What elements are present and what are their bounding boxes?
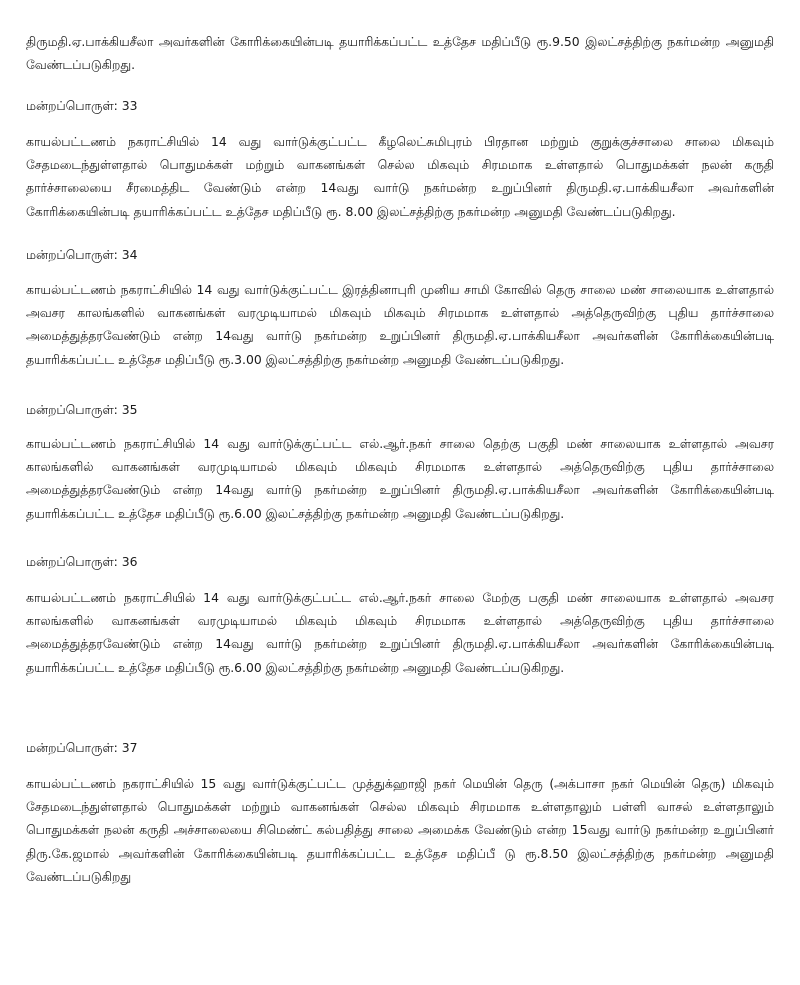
item-body-35: காயல்பட்டணம் நகராட்சியில் 14 வது வார்டுக்குட்பட்ட எல்.ஆர்.நகர் சாலை தெற்கு பகுதி மண் சாலையாக உள்ளதால் அவசர காலங்களில் வாகனங்கள் வரமுடியாமல் மிகவும் மிகவும் சிரமமாக உள்ளதால் அத்தெருவிற்கு புதிய தார்ச்சாலை அமைத்துத்தரவேண்டும் என்ற 14வது வார்டு நகர்மன்ற உறுப்பினர் திருமதி.ஏ.பாக்கியசீலா அவர்களின் கோரிக்கையின்படி தயாரிக்கப்பட்ட உத்தேச மதிப்பீடு ரூ.6.00 இலட்சத்திற்கு நகர்மன்ற அனுமதி வேண்டப்படுகிறது. xyxy=(26,436,774,521)
item-heading-35: மன்றப்பொருள்: 35 xyxy=(26,402,138,417)
item-body-36: காயல்பட்டணம் நகராட்சியில் 14 வது வார்டுக்குட்பட்ட எல்.ஆர்.நகர் சாலை மேற்கு பகுதி மண் சாலையாக உள்ளதால் அவசர காலங்களில் வாகனங்கள் வரமுடியாமல் மிகவும் மிகவும் சிரமமாக உள்ளதால் அத்தெருவிற்கு புதிய தார்ச்சாலை அமைத்துத்தரவேண்டும் என்ற 14வது வார்டு நகர்மன்ற உறுப்பினர் திருமதி.ஏ.பாக்கியசீலா அவர்களின் கோரிக்கையின்படி தயாரிக்கப்பட்ட உத்தேச மதிப்பீடு ரூ.6.00 இலட்சத்திற்கு நகர்மன்ற அனுமதி வேண்டப்படுகிறது. xyxy=(26,590,774,675)
item-heading-36: மன்றப்பொருள்: 36 xyxy=(26,554,138,569)
item-body-33: காயல்பட்டணம் நகராட்சியில் 14 வது வார்டுக்குட்பட்ட கீழலெட்சுமிபுரம் பிரதான மற்றும் குறுக்குச்சாலை சாலை மிகவும் சேதமடைந்துள்ளதால் பொதுமக்கள் மற்றும் வாகனங்கள் செல்ல மிகவும் சிரமமாக உள்ளதால் பொதுமக்கள் நலன் கருதி தார்ச்சாலையை சீரமைத்திட வேண்டும் என்ற 14வது வார்டு நகர்மன்ற உறுப்பினர் திருமதி.ஏ.பாக்கியசீலா அவர்களின் கோரிக்கையின்படி தயாரிக்கப்பட்ட உத்தேச மதிப்பீடு ரூ. 8.00 இலட்சத்திற்கு நகர்மன்ற அனுமதி வேண்டப்படுகிறது. xyxy=(26,134,774,219)
intro-paragraph: திருமதி.ஏ.பாக்கியசீலா அவர்களின் கோரிக்கையின்படி தயாரிக்கப்பட்ட உத்தேச மதிப்பீடு ரூ.9.50 இலட்சத்திற்கு நகர்மன்ற அனுமதி வேண்டப்படுகிறது. xyxy=(26,34,774,73)
item-heading-34: மன்றப்பொருள்: 34 xyxy=(26,247,138,262)
item-heading-37: மன்றப்பொருள்: 37 xyxy=(26,740,138,755)
item-body-34: காயல்பட்டணம் நகராட்சியில் 14 வது வார்டுக்குட்பட்ட இரத்தினாபுரி முனிய சாமி கோவில் தெரு சாலை மண் சாலையாக உள்ளதால் அவசர காலங்களில் வாகனங்கள் வரமுடியாமல் மிகவும் மிகவும் சிரமமாக உள்ளதால் அத்தெருவிற்கு புதிய தார்ச்சாலை அமைத்துத்தரவேண்டும் என்ற 14வது வார்டு நகர்மன்ற உறுப்பினர் திருமதி.ஏ.பாக்கியசீலா அவர்களின் கோரிக்கையின்படி தயாரிக்கப்பட்ட உத்தேச மதிப்பீடு ரூ.3.00 இலட்சத்திற்கு நகர்மன்ற அனுமதி வேண்டப்படுகிறது. xyxy=(26,282,774,367)
item-heading-33: மன்றப்பொருள்: 33 xyxy=(26,98,138,113)
item-body-37: காயல்பட்டணம் நகராட்சியில் 15 வது வார்டுக்குட்பட்ட முத்துக்ஹாஜி நகர் மெயின் தெரு (அக்பாசா நகர் மெயின் தெரு) மிகவும் சேதமடைந்துள்ளதால் பொதுமக்கள் மற்றும் வாகனங்கள் செல்ல மிகவும் சிரமமாக உள்ளதாலும் பள்ளி வாசல் உள்ளதாலும் பொதுமக்கள் நலன் கருதி அச்சாலையை சிமெண்ட் கல்பதித்து சாலை அமைக்க வேண்டும் என்ற 15வது வார்டு நகர்மன்ற உறுப்பினர் திரு.கே.ஜமால் அவர்களின் கோரிக்கையின்படி தயாரிக்கப்பட்ட உத்தேச மதிப்பீ டு ரூ.8.50 இலட்சத்திற்கு நகர்மன்ற அனுமதி வேண்டப்படுகிறது xyxy=(26,776,774,884)
